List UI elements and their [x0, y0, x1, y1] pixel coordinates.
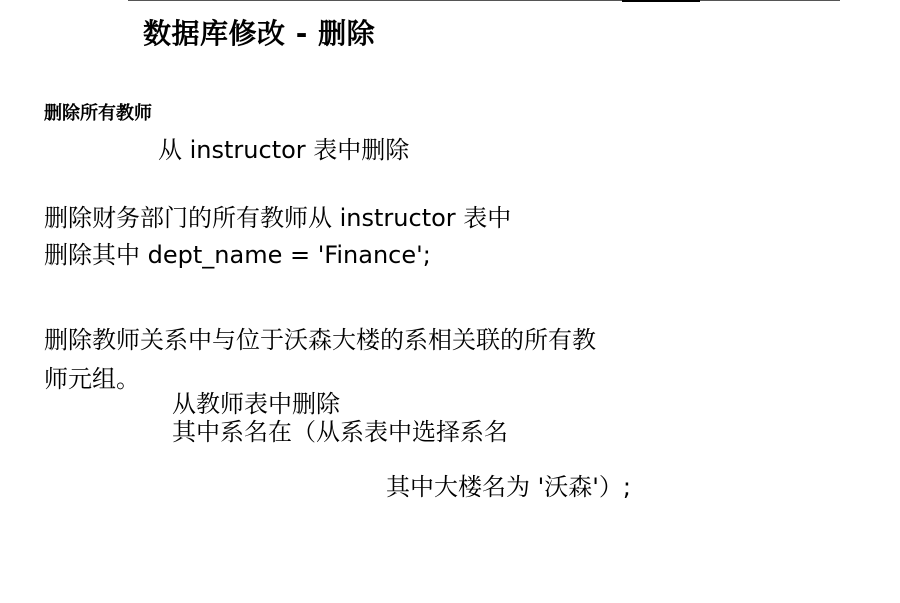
section-subheading: 删除所有教师 [44, 103, 152, 124]
watson-query-line-3: 其中大楼名为 '沃森'）; [386, 473, 631, 501]
slide-title: 数据库修改 - 删除 [143, 17, 376, 50]
finance-example-line-1: 删除财务部门的所有教师从 instructor 表中 [44, 204, 512, 232]
finance-example-line-2: 删除其中 dept_name = 'Finance'; [44, 241, 431, 269]
watson-description-line-2: 师元组。 [44, 365, 140, 393]
top-rule-accent [622, 0, 700, 2]
watson-query-line-2: 其中系名在（从系表中选择系名 [172, 418, 508, 446]
watson-description-line-1: 删除教师关系中与位于沃森大楼的系相关联的所有教 [44, 326, 596, 354]
top-rule [128, 0, 840, 1]
delete-all-query: 从 instructor 表中删除 [158, 136, 410, 164]
watson-query-line-1: 从教师表中删除 [172, 390, 340, 418]
